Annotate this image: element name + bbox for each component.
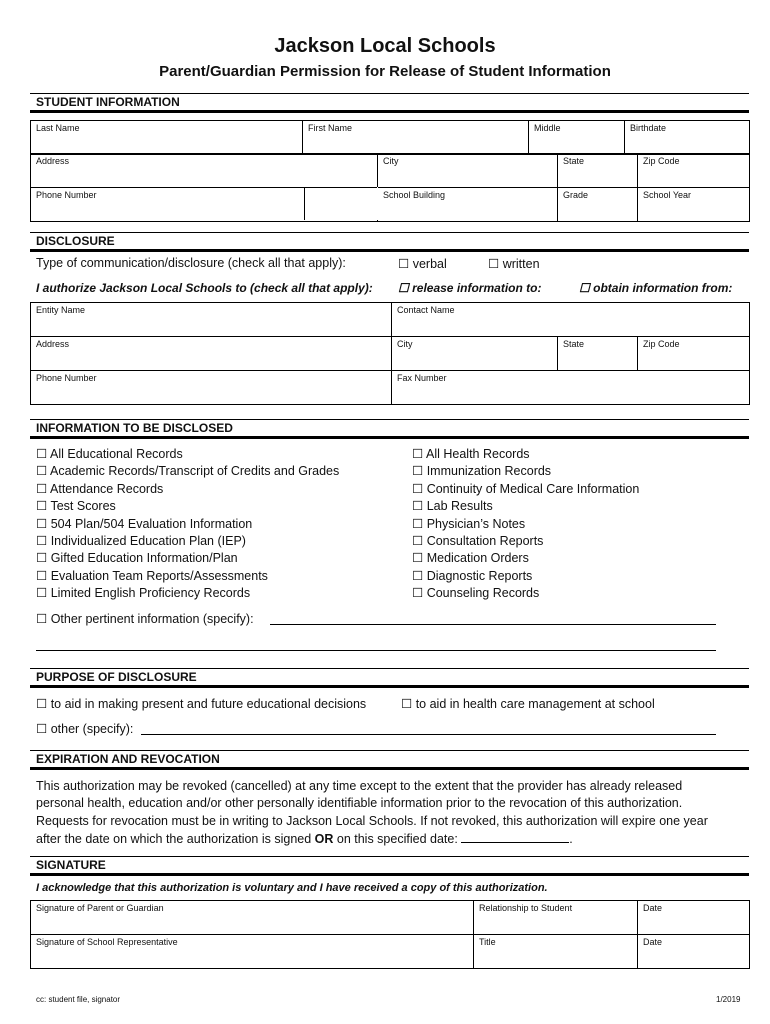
column-divider <box>304 187 305 220</box>
form-subtitle: Parent/Guardian Permission for Release of Student Information <box>159 63 611 80</box>
checkbox-icon[interactable]: ☐ <box>36 568 48 583</box>
acknowledgement-text: I acknowledge that this authorization is voluntary and I have received a copy of this authorization. <box>36 882 548 894</box>
list-item[interactable]: ☐ Attendance Records <box>36 481 164 496</box>
authorize-label: I authorize Jackson Local Schools to (check all that apply): <box>36 281 373 295</box>
revision-date: 1/2019 <box>716 995 741 1004</box>
list-item[interactable]: ☐ Continuity of Medical Care Information <box>412 481 640 496</box>
list-item[interactable]: ☐ All Health Records <box>412 447 530 461</box>
column-mask <box>377 187 378 220</box>
entity-fax-field[interactable]: Fax Number <box>392 371 750 405</box>
student-zip-field[interactable]: Zip Code <box>638 154 750 188</box>
checkbox-icon[interactable]: ☐ <box>412 586 424 601</box>
rep-signature-field[interactable]: Signature of School Representative <box>31 935 474 969</box>
checkbox-icon[interactable]: ☐ <box>36 516 48 531</box>
purpose-health-option[interactable]: ☐ to aid in health care management at school <box>401 697 655 711</box>
checkbox-icon[interactable]: ☐ <box>36 697 48 711</box>
checkbox-icon[interactable]: ☐ <box>579 281 590 295</box>
section-heading: DISCLOSURE <box>36 234 115 248</box>
checkbox-icon[interactable]: ☐ <box>398 257 410 271</box>
list-item[interactable]: ☐ Individualized Education Plan (IEP) <box>36 534 246 549</box>
relationship-field[interactable]: Relationship to Student <box>474 901 638 935</box>
contact-name-field[interactable]: Contact Name <box>392 303 750 337</box>
checkbox-icon[interactable]: ☐ <box>412 481 424 496</box>
list-item[interactable]: ☐ 504 Plan/504 Evaluation Information <box>36 516 253 531</box>
checkbox-icon[interactable]: ☐ <box>36 499 48 514</box>
list-item[interactable]: ☐ All Educational Records <box>36 447 183 461</box>
entity-state-field[interactable]: State <box>558 337 638 371</box>
birthdate-field[interactable]: Birthdate <box>625 121 750 155</box>
rep-title-field[interactable]: Title <box>474 935 638 969</box>
verbal-option[interactable]: ☐ verbal <box>398 257 447 271</box>
checkbox-icon[interactable]: ☐ <box>36 551 48 566</box>
list-item[interactable]: ☐ Academic Records/Transcript of Credits and Grades <box>36 464 340 479</box>
other-info-line[interactable] <box>270 624 716 625</box>
checkbox-icon[interactable]: ☐ <box>412 516 424 531</box>
checkbox-icon[interactable]: ☐ <box>36 481 48 496</box>
list-item[interactable]: ☐ Diagnostic Reports <box>412 568 533 583</box>
list-item[interactable]: ☐ Test Scores <box>36 499 116 514</box>
other-info-line-2[interactable] <box>36 650 716 651</box>
rep-date-field[interactable]: Date <box>638 935 750 969</box>
checkbox-icon[interactable]: ☐ <box>401 697 413 711</box>
section-heading: INFORMATION TO BE DISCLOSED <box>36 421 233 435</box>
section-heading: PURPOSE OF DISCLOSURE <box>36 670 197 684</box>
list-item[interactable]: ☐ Immunization Records <box>412 464 552 479</box>
section-purpose <box>30 668 749 688</box>
section-student-information <box>30 93 749 113</box>
list-item[interactable]: ☐ Lab Results <box>412 499 493 514</box>
list-item[interactable]: ☐ Physician’s Notes <box>412 516 526 531</box>
checkbox-icon[interactable]: ☐ <box>412 534 424 549</box>
health-records-list <box>412 446 639 603</box>
section-expiration <box>30 750 749 770</box>
expiration-date-line[interactable] <box>461 830 569 843</box>
section-heading: STUDENT INFORMATION <box>36 95 180 109</box>
signature-table <box>30 900 750 969</box>
other-info-option[interactable]: ☐ Other pertinent information (specify): <box>36 612 254 626</box>
communication-type-label: Type of communication/disclosure (check all that apply): <box>36 256 346 270</box>
list-item[interactable]: ☐ Medication Orders <box>412 551 529 566</box>
list-item[interactable]: ☐ Consultation Reports <box>412 534 544 549</box>
school-year-field[interactable]: School Year <box>638 188 750 222</box>
parent-signature-field[interactable]: Signature of Parent or Guardian <box>31 901 474 935</box>
list-item[interactable]: ☐ Counseling Records <box>412 586 540 601</box>
checkbox-icon[interactable]: ☐ <box>36 612 48 626</box>
cc-note: cc: student file, signator <box>36 995 121 1004</box>
checkbox-icon[interactable]: ☐ <box>36 534 48 549</box>
purpose-other-line[interactable] <box>141 734 716 735</box>
section-heading: EXPIRATION AND REVOCATION <box>36 752 220 766</box>
section-heading: SIGNATURE <box>36 858 106 872</box>
checkbox-icon[interactable]: ☐ <box>36 464 48 479</box>
checkbox-icon[interactable]: ☐ <box>412 568 424 583</box>
entity-address-field[interactable]: Address <box>31 337 392 371</box>
form-title: Jackson Local Schools <box>274 35 496 57</box>
purpose-educational-option[interactable]: ☐ to aid in making present and future educational decisions <box>36 697 367 711</box>
school-building-field[interactable]: School Building <box>378 188 558 222</box>
grade-field[interactable]: Grade <box>558 188 638 222</box>
checkbox-icon[interactable]: ☐ <box>36 447 48 461</box>
release-option[interactable]: ☐ release information to: <box>398 281 542 295</box>
middle-name-field[interactable]: Middle <box>529 121 625 155</box>
written-option[interactable]: ☐ written <box>488 257 540 271</box>
parent-date-field[interactable]: Date <box>638 901 750 935</box>
checkbox-icon[interactable]: ☐ <box>36 586 48 601</box>
purpose-other-option[interactable]: ☐ other (specify): <box>36 722 134 736</box>
education-records-list <box>36 446 339 603</box>
student-info-table <box>30 120 750 155</box>
entity-phone-field[interactable]: Phone Number <box>31 371 392 405</box>
checkbox-icon[interactable]: ☐ <box>412 464 424 479</box>
section-signature <box>30 856 749 876</box>
list-item[interactable]: ☐ Limited English Proficiency Records <box>36 586 251 601</box>
entity-zip-field[interactable]: Zip Code <box>638 337 750 371</box>
section-information <box>30 419 749 439</box>
checkbox-icon[interactable]: ☐ <box>412 551 424 566</box>
checkbox-icon[interactable]: ☐ <box>488 257 500 271</box>
student-address-table <box>30 153 750 222</box>
checkbox-icon[interactable]: ☐ <box>398 281 409 295</box>
revocation-paragraph: This authorization may be revoked (cancelled) at any time except to the extent that the provider has already released personal health, education and/or other personally identifiable information prior to the revocation of this authorization. Requests for revocation must be in writing to Jackson Local Schools. If not revoked, this authorization will expire one year after the date on which the authorization is signed OR on this specified date: . <box>36 779 708 847</box>
entity-name-field[interactable]: Entity Name <box>31 303 392 337</box>
obtain-option[interactable]: ☐ obtain information from: <box>579 281 733 295</box>
section-disclosure <box>30 232 749 252</box>
checkbox-icon[interactable]: ☐ <box>412 499 424 514</box>
list-item[interactable]: ☐ Evaluation Team Reports/Assessments <box>36 568 268 583</box>
student-city-field[interactable]: City <box>378 154 558 188</box>
student-phone-field[interactable]: Phone Number <box>31 188 378 222</box>
student-state-field[interactable]: State <box>558 154 638 188</box>
list-item[interactable]: ☐ Gifted Education Information/Plan <box>36 551 238 566</box>
last-name-field[interactable]: Last Name <box>31 121 303 155</box>
entity-city-field[interactable]: City <box>392 337 558 371</box>
entity-table <box>30 302 750 405</box>
checkbox-icon[interactable]: ☐ <box>412 447 424 461</box>
first-name-field[interactable]: First Name <box>303 121 529 155</box>
checkbox-icon[interactable]: ☐ <box>36 722 48 736</box>
student-address-field[interactable]: Address <box>31 154 378 188</box>
